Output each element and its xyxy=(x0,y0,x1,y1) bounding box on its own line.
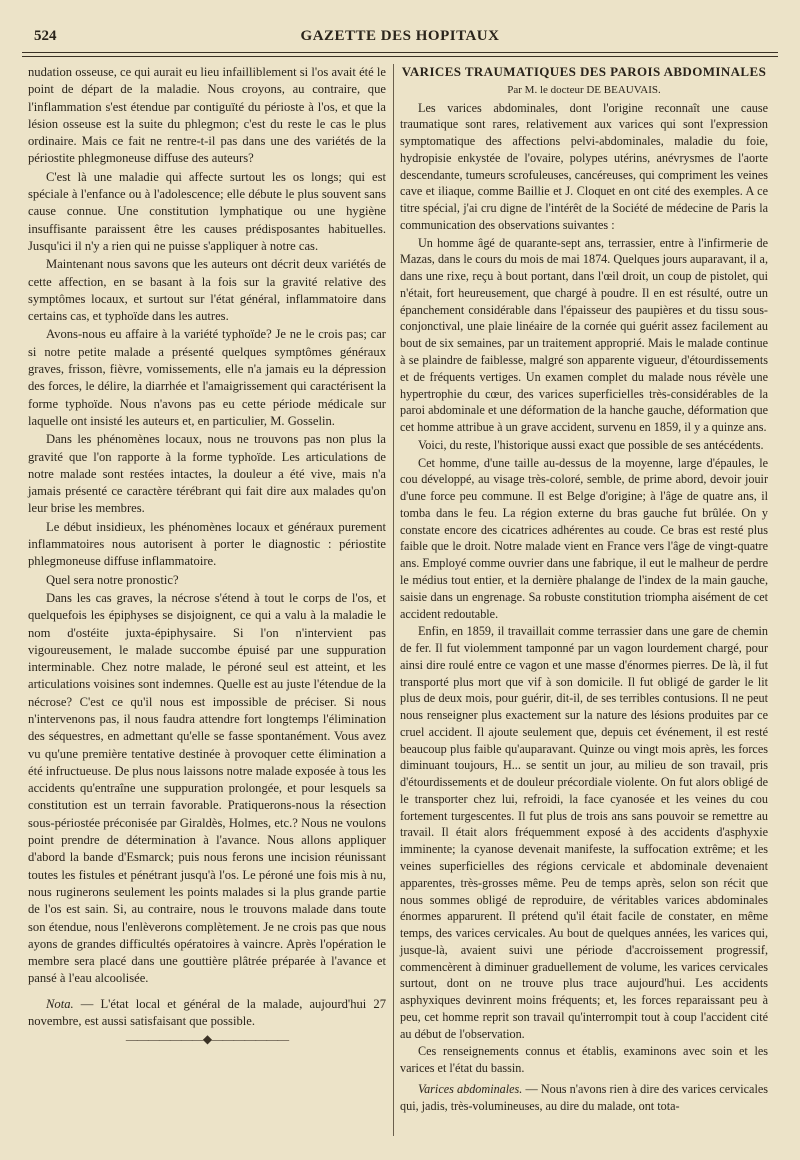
header-rule xyxy=(22,52,778,53)
page-number: 524 xyxy=(34,28,57,44)
paragraph: Maintenant nous savons que les auteurs ont décrit deux variétés de cette affection, en se basant à la fois sur la gravité relative des symptômes locaux, et surtout sur l'état général, inflammatoire dans certains cas, et typhoïde dans les autres. xyxy=(28,257,386,324)
paragraph: Avons-nous eu affaire à la variété typhoïde? Je ne le crois pas; car si notre petite malade a présenté quelques symptômes généraux graves, frisson, fièvre, vomissements, elle n'a jamais eu la dépression des forces, le délire, la diarrhée et l'amaigrissement qui caractérisent la forme typhoïde. Nous n'avons pas eu cette période médicale sur laquelle ont insisté les auteurs et, en particulier, M. Gosselin. xyxy=(28,327,386,428)
subsection-text: — Nous n'avons rien à dire des varices cervicales qui, jadis, très-volumineuses, au dire du malade, ont tota- xyxy=(400,1081,768,1113)
running-title: GAZETTE DES HOPITAUX xyxy=(300,28,500,44)
paragraph: Enfin, en 1859, il travaillait comme terrassier dans une gare de chemin de fer. Il fut violemment tamponné par un vagon lourdement chargé, pour ainsi dire roulé entre ce vagon et une masse d'énormes pierres. De là, il fut transporté plus mort que vif à son domicile. Il fut obligé de garder le lit plus de deux mois, pour guérir, dit-il, de ses terribles contusions. Il ne peut nous renseigner plus exactement sur la nature des lésions produites par ce cruel accident. Il ajoute seulement que, depuis cet événement, il est resté beaucoup plus faible qu'auparavant. Quinze ou vingt mois après, les forces diminuant toujours, H... se sentit un jour, au milieu de son travail, pris d'étourdissements et de douleur précordiale violente. On fut alors obligé de le transporter chez lui, refroidi, la face cyanosée et les veines du cou fortement turgescentes. Il fut plus de trois ans sans pouvoir se remettre au travail. Il était alors fréquemment exposé à des accidents d'asphyxie imminente; la cyanose devenait manifeste, la suffocation extrême; et les veines superficielles des régions cervicale et abdominale devenaient apparentes, très-grosses même. Peu de temps après, selon son récit que nous sommes obligé de reproduire, de véritables varices abdominales énormes apparurent. Il prétend qu'il était facile de constater, en même temps, des varices cervicales. Au bout de quelques années, les varices qui, jusque-là, avaient suivi une période d'accroissement progressif, commencèrent à diminuer graduellement de volume, les varices cervicales surtout, dont on ne trouve plus trace aujourd'hui. Les accidents asphyxiques devinrent moins fréquents; et, les forces reparaissant peu à peu, cet homme reprit son travail qu'interrompit tout à coup l'accident cité au début de l'observation. xyxy=(400,624,768,1041)
paragraph: Dans les phénomènes locaux, nous ne trouvons pas non plus la gravité que l'on rapporte à la forme typhoïde. Les articulations de notre malade sont restées intactes, la douleur a été vive, mais n'a jamais présenté ce caractère térébrant qui fait dire aux malades qu'on leur brise les membres. xyxy=(28,432,386,516)
right-column xyxy=(400,64,768,1136)
nota-paragraph xyxy=(28,996,386,1031)
article-title: VARICES TRAUMATIQUES DES PAROIS ABDOMINALES xyxy=(401,64,767,79)
paragraph: C'est là une maladie qui affecte surtout les os longs; qui est spéciale à l'enfance ou à l'adolescence; elle débute le plus souvent sans cause connue. Une constitution lymphatique ou une hygiène insuffisante paraissent être les causes prédisposantes habituelles. Jusqu'ici il n'y a rien qui ne puisse s'appliquer à notre cas. xyxy=(28,169,386,253)
page-header xyxy=(22,18,778,58)
column-divider xyxy=(393,64,394,1136)
section-ornament: ―――――――◆――――――― xyxy=(125,1032,289,1047)
paragraph: Quel sera notre pronostic? xyxy=(46,572,179,587)
paragraph: Ces renseignements connus et établis, examinons avec soin et les varices et l'état du bassin. xyxy=(400,1044,768,1076)
paragraph: nudation osseuse, ce qui aurait eu lieu infailliblement si l'os avait été le point de départ de la maladie. Nous croyons, au contraire, que l'inflammation s'est étendue par contiguïté du périoste à l'os, et que la lésion osseuse est la suite du phlegmon; c'est du reste le cas le plus ordinaire. Mais ce fait ne rentre-t-il pas dans une des variétés de la périostite phlegmoneuse diffuse des auteurs? xyxy=(28,65,386,166)
subsection-label: Varices abdominales. xyxy=(418,1081,523,1096)
paragraph: Cet homme, d'une taille au-dessus de la moyenne, large d'épaules, le cou développé, au visage très-coloré, semble, de prime abord, devoir jouir d'une force peu commune. Il est Belge d'origine; à l'âge de quatre ans, il tomba dans le feu. La région externe du bras gauche fut brûlée. On y constate encore des cicatrices adhérentes au coude. Ce bras est resté plus faible que le droit. Notre malade vient en France vers l'âge de vingt-quatre ans. Employé comme ouvrier dans une fabrique, il eut le malheur de perdre le médius tout entier, et la dernière phalange de l'index de la main gauche, saisie dans un engrenage. Sa robuste constitution triompha aisément de cet accident redoutable. xyxy=(400,455,768,621)
paragraph: Dans les cas graves, la nécrose s'étend à tout le corps de l'os, et quelquefois les épiphyses se disjoignent, ce qui a valu à la maladie le nom d'ostéite juxta-épiphysaire. Si l'on n'intervient pas vigoureusement, le malade succombe épuisé par une suppuration interminable. Chez notre malade, le péroné seul est atteint, et les articulations voisines sont indemnes. Quelle est au juste l'étendue de la nécrose? C'est ce qu'il nous est impossible de préciser. Si nous n'intervenons pas, il nous faudra attendre fort longtemps l'élimination des séquestres, en admettant qu'elle se fasse spontanément. Vous avez vu qu'une première tentative destinée à provoquer cette élimination a été infructueuse. De plus nous laissons notre malade exposée à tous les accidents qu'entraîne une suppuration prolongée, et pour lesquels sa constitution est un terrain favorable. Pratiquerons-nous la résection sous-périostée préconisée par Giraldès, Holmes, etc.? Nous ne voulons point prendre de détermination à l'avance. Nous allons appliquer d'abord la bande d'Esmarck; puis nous ferons une incision réunissant toutes les fistules et pénétrant jusqu'à l'os. Le péroné une fois mis à nu, nous ruginerons seulement les points malades si la plus grande partie de l'os est sain. Si, au contraire, nous le trouvons malade dans toute son étendue, nous l'enlèverons complètement. Je ne crois pas que nous ayons de grandes difficultés opératoires à vaincre. Après l'opération le membre sera placé dans une gouttière plâtrée préparée à l'avance et pansé à l'eau alcoolisée. xyxy=(28,590,386,986)
left-column xyxy=(28,64,386,1136)
paragraph: Le début insidieux, les phénomènes locaux et généraux purement inflammatoires nous autorisent à porter le diagnostic : périostite phlegmoneuse diffuse inflammatoire. xyxy=(28,519,386,569)
paragraph: Voici, du reste, l'historique aussi exact que possible de ses antécédents. xyxy=(418,437,764,452)
article-author: Par M. le docteur DE BEAUVAIS. xyxy=(507,83,661,96)
nota-label: Nota. xyxy=(46,996,74,1011)
paragraph: Un homme âgé de quarante-sept ans, terrassier, entre à l'infirmerie de Mazas, dans le cours du mois de mai 1874. Quelques jours auparavant, il a, dans une rixe, reçu à bout portant, dans l'œil droit, un coup de pistolet, qui n'était, fort heureusement, que chargé à poudre. Il en est résulté, outre un épanchement considérable dans l'épaisseur des paupières et du tissu sous-conjonctival, une plaie linéaire de la cornée qui guérit assez facilement au bout de six semaines, par un traitement approprié. Mais le malade continue à se plaindre de faiblesse, malgré son apparente vigueur, d'étourdissements et de fréquents vertiges. Un examen complet du malade nous révèle une hypertrophie du cœur, des varices superficielles très-considérables de la paroi abdominale et une déformation de la hanche gauche, déformation que cet homme attribue à un grave accident, survenu en 1859, il y a quinze ans. xyxy=(400,235,768,435)
header-rule-thin xyxy=(22,56,778,57)
subsection-paragraph xyxy=(400,1081,768,1115)
paragraph: Les varices abdominales, dont l'origine reconnaît une cause traumatique sont rares, relativement aux varices qui sont l'expression symptomatique des affections pelvi-abdominales, maladie du foie, hydropisie enkystée de l'ovaire, polypes utérins, anévrysmes de l'aorte descendante, tumeurs scrofuleuses, cancéreuses, qui compriment les veines cave et iliaque, comme Baillie et J. Cloquet en ont cité des exemples. A ce titre spécial, j'ai cru digne de l'intérêt de la Société de médecine de Paris la communication des observations suivantes : xyxy=(400,100,768,232)
nota-text: — L'état local et général de la malade, aujourd'hui 27 novembre, est aussi satisfaisant que possible. xyxy=(28,996,386,1029)
